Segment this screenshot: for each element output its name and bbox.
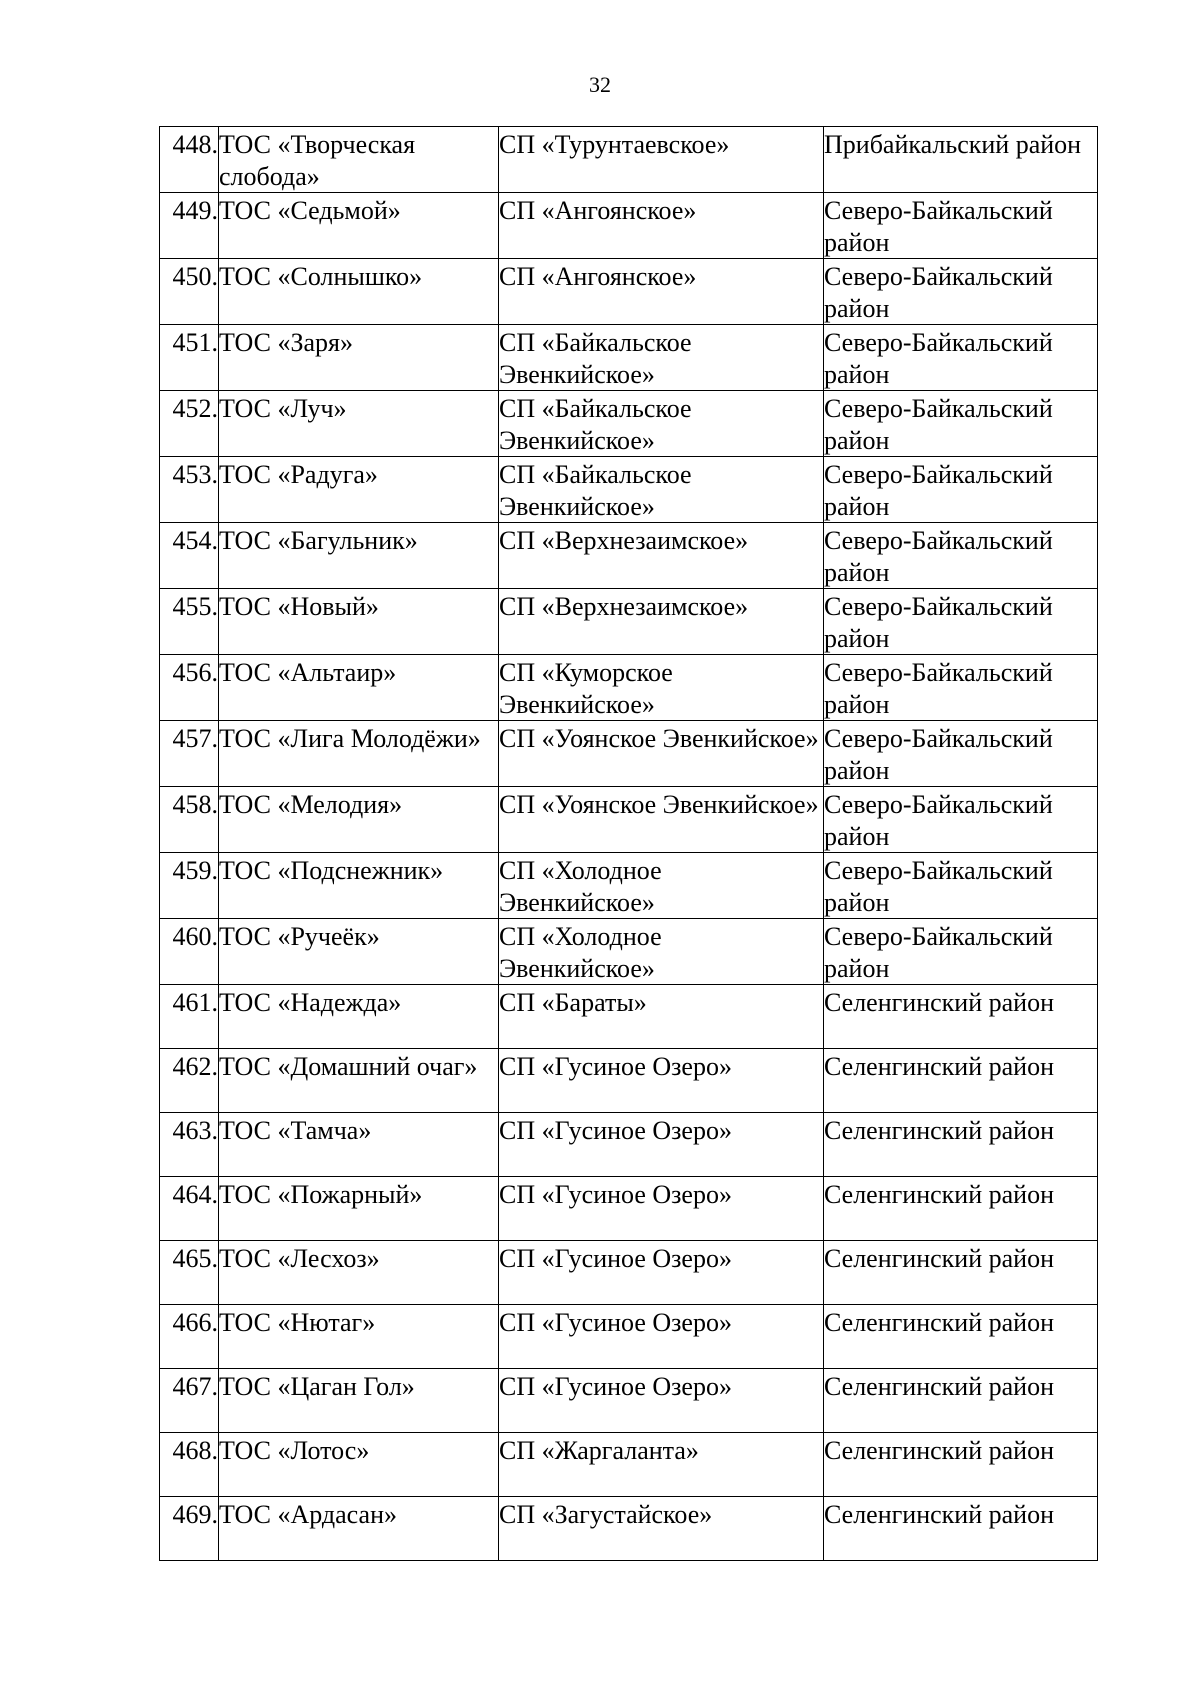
table-row <box>160 259 1098 325</box>
settlement-cell: СП «Верхнезаимское» <box>499 523 824 589</box>
district-cell: Селенгинский район <box>824 1305 1098 1369</box>
district-cell: Селенгинский район <box>824 1241 1098 1305</box>
settlement-cell: СП «Турунтаевское» <box>499 127 824 193</box>
row-number-cell: 451. <box>160 325 219 391</box>
settlement-cell: СП «Уоянское Эвенкийское» <box>499 721 824 787</box>
table-row <box>160 787 1098 853</box>
district-cell: Северо-Байкальский район <box>824 655 1098 721</box>
table-row <box>160 325 1098 391</box>
settlement-cell: СП «Ангоянское» <box>499 193 824 259</box>
district-cell: Северо-Байкальский район <box>824 853 1098 919</box>
district-cell: Селенгинский район <box>824 1497 1098 1561</box>
tos-name-cell: ТОС «Лотос» <box>219 1433 499 1497</box>
settlement-cell: СП «Загустайское» <box>499 1497 824 1561</box>
row-number-cell: 462. <box>160 1049 219 1113</box>
settlement-cell: СП «Гусиное Озеро» <box>499 1241 824 1305</box>
tos-name-cell: ТОС «Ардасан» <box>219 1497 499 1561</box>
tos-name-cell: ТОС «Лесхоз» <box>219 1241 499 1305</box>
table-row <box>160 1497 1098 1561</box>
district-cell: Северо-Байкальский район <box>824 259 1098 325</box>
tos-name-cell: ТОС «Тамча» <box>219 1113 499 1177</box>
row-number-cell: 461. <box>160 985 219 1049</box>
table-row <box>160 1177 1098 1241</box>
tos-name-cell: ТОС «Седьмой» <box>219 193 499 259</box>
district-cell: Северо-Байкальский район <box>824 787 1098 853</box>
tos-name-cell: ТОС «Альтаир» <box>219 655 499 721</box>
tos-registry-table <box>159 126 1098 1561</box>
row-number-cell: 449. <box>160 193 219 259</box>
table-row <box>160 985 1098 1049</box>
table-row <box>160 127 1098 193</box>
table-row <box>160 1113 1098 1177</box>
tos-name-cell: ТОС «Багульник» <box>219 523 499 589</box>
table-row <box>160 391 1098 457</box>
row-number-cell: 467. <box>160 1369 219 1433</box>
table-row <box>160 193 1098 259</box>
table-row <box>160 457 1098 523</box>
table-row <box>160 655 1098 721</box>
tos-name-cell: ТОС «Творческая слобода» <box>219 127 499 193</box>
row-number-cell: 468. <box>160 1433 219 1497</box>
tos-name-cell: ТОС «Пожарный» <box>219 1177 499 1241</box>
tos-name-cell: ТОС «Домашний очаг» <box>219 1049 499 1113</box>
district-cell: Селенгинский район <box>824 1369 1098 1433</box>
tos-name-cell: ТОС «Нютаг» <box>219 1305 499 1369</box>
settlement-cell: СП «Холодное Эвенкийское» <box>499 919 824 985</box>
tos-name-cell: ТОС «Новый» <box>219 589 499 655</box>
row-number-cell: 469. <box>160 1497 219 1561</box>
table-row <box>160 721 1098 787</box>
settlement-cell: СП «Байкальское Эвенкийское» <box>499 457 824 523</box>
settlement-cell: СП «Гусиное Озеро» <box>499 1177 824 1241</box>
table-row <box>160 1433 1098 1497</box>
row-number-cell: 453. <box>160 457 219 523</box>
table-row <box>160 1369 1098 1433</box>
table-row <box>160 523 1098 589</box>
tos-name-cell: ТОС «Лига Молодёжи» <box>219 721 499 787</box>
row-number-cell: 450. <box>160 259 219 325</box>
settlement-cell: СП «Гусиное Озеро» <box>499 1305 824 1369</box>
row-number-cell: 463. <box>160 1113 219 1177</box>
table-row <box>160 1305 1098 1369</box>
settlement-cell: СП «Бараты» <box>499 985 824 1049</box>
tos-name-cell: ТОС «Ручеёк» <box>219 919 499 985</box>
settlement-cell: СП «Байкальское Эвенкийское» <box>499 391 824 457</box>
row-number-cell: 460. <box>160 919 219 985</box>
table-row <box>160 589 1098 655</box>
table-row <box>160 1049 1098 1113</box>
row-number-cell: 466. <box>160 1305 219 1369</box>
tos-name-cell: ТОС «Надежда» <box>219 985 499 1049</box>
settlement-cell: СП «Байкальское Эвенкийское» <box>499 325 824 391</box>
settlement-cell: СП «Ангоянское» <box>499 259 824 325</box>
row-number-cell: 448. <box>160 127 219 193</box>
district-cell: Селенгинский район <box>824 1177 1098 1241</box>
row-number-cell: 458. <box>160 787 219 853</box>
tos-name-cell: ТОС «Радуга» <box>219 457 499 523</box>
district-cell: Северо-Байкальский район <box>824 325 1098 391</box>
district-cell: Селенгинский район <box>824 1433 1098 1497</box>
table-row <box>160 853 1098 919</box>
row-number-cell: 455. <box>160 589 219 655</box>
page-number: 32 <box>589 72 611 97</box>
district-cell: Северо-Байкальский район <box>824 457 1098 523</box>
district-cell: Селенгинский район <box>824 985 1098 1049</box>
table-body <box>160 127 1098 1561</box>
district-cell: Прибайкальский район <box>824 127 1098 193</box>
row-number-cell: 464. <box>160 1177 219 1241</box>
district-cell: Северо-Байкальский район <box>824 919 1098 985</box>
settlement-cell: СП «Гусиное Озеро» <box>499 1113 824 1177</box>
settlement-cell: СП «Гусиное Озеро» <box>499 1049 824 1113</box>
tos-name-cell: ТОС «Цаган Гол» <box>219 1369 499 1433</box>
tos-name-cell: ТОС «Заря» <box>219 325 499 391</box>
settlement-cell: СП «Куморское Эвенкийское» <box>499 655 824 721</box>
tos-name-cell: ТОС «Подснежник» <box>219 853 499 919</box>
table-row <box>160 919 1098 985</box>
settlement-cell: СП «Гусиное Озеро» <box>499 1369 824 1433</box>
row-number-cell: 456. <box>160 655 219 721</box>
district-cell: Северо-Байкальский район <box>824 391 1098 457</box>
row-number-cell: 465. <box>160 1241 219 1305</box>
district-cell: Северо-Байкальский район <box>824 193 1098 259</box>
district-cell: Селенгинский район <box>824 1113 1098 1177</box>
settlement-cell: СП «Верхнезаимское» <box>499 589 824 655</box>
district-cell: Селенгинский район <box>824 1049 1098 1113</box>
row-number-cell: 454. <box>160 523 219 589</box>
tos-name-cell: ТОС «Солнышко» <box>219 259 499 325</box>
district-cell: Северо-Байкальский район <box>824 721 1098 787</box>
district-cell: Северо-Байкальский район <box>824 523 1098 589</box>
settlement-cell: СП «Холодное Эвенкийское» <box>499 853 824 919</box>
tos-name-cell: ТОС «Мелодия» <box>219 787 499 853</box>
tos-name-cell: ТОС «Луч» <box>219 391 499 457</box>
row-number-cell: 457. <box>160 721 219 787</box>
row-number-cell: 452. <box>160 391 219 457</box>
row-number-cell: 459. <box>160 853 219 919</box>
settlement-cell: СП «Жаргаланта» <box>499 1433 824 1497</box>
table-row <box>160 1241 1098 1305</box>
district-cell: Северо-Байкальский район <box>824 589 1098 655</box>
settlement-cell: СП «Уоянское Эвенкийское» <box>499 787 824 853</box>
